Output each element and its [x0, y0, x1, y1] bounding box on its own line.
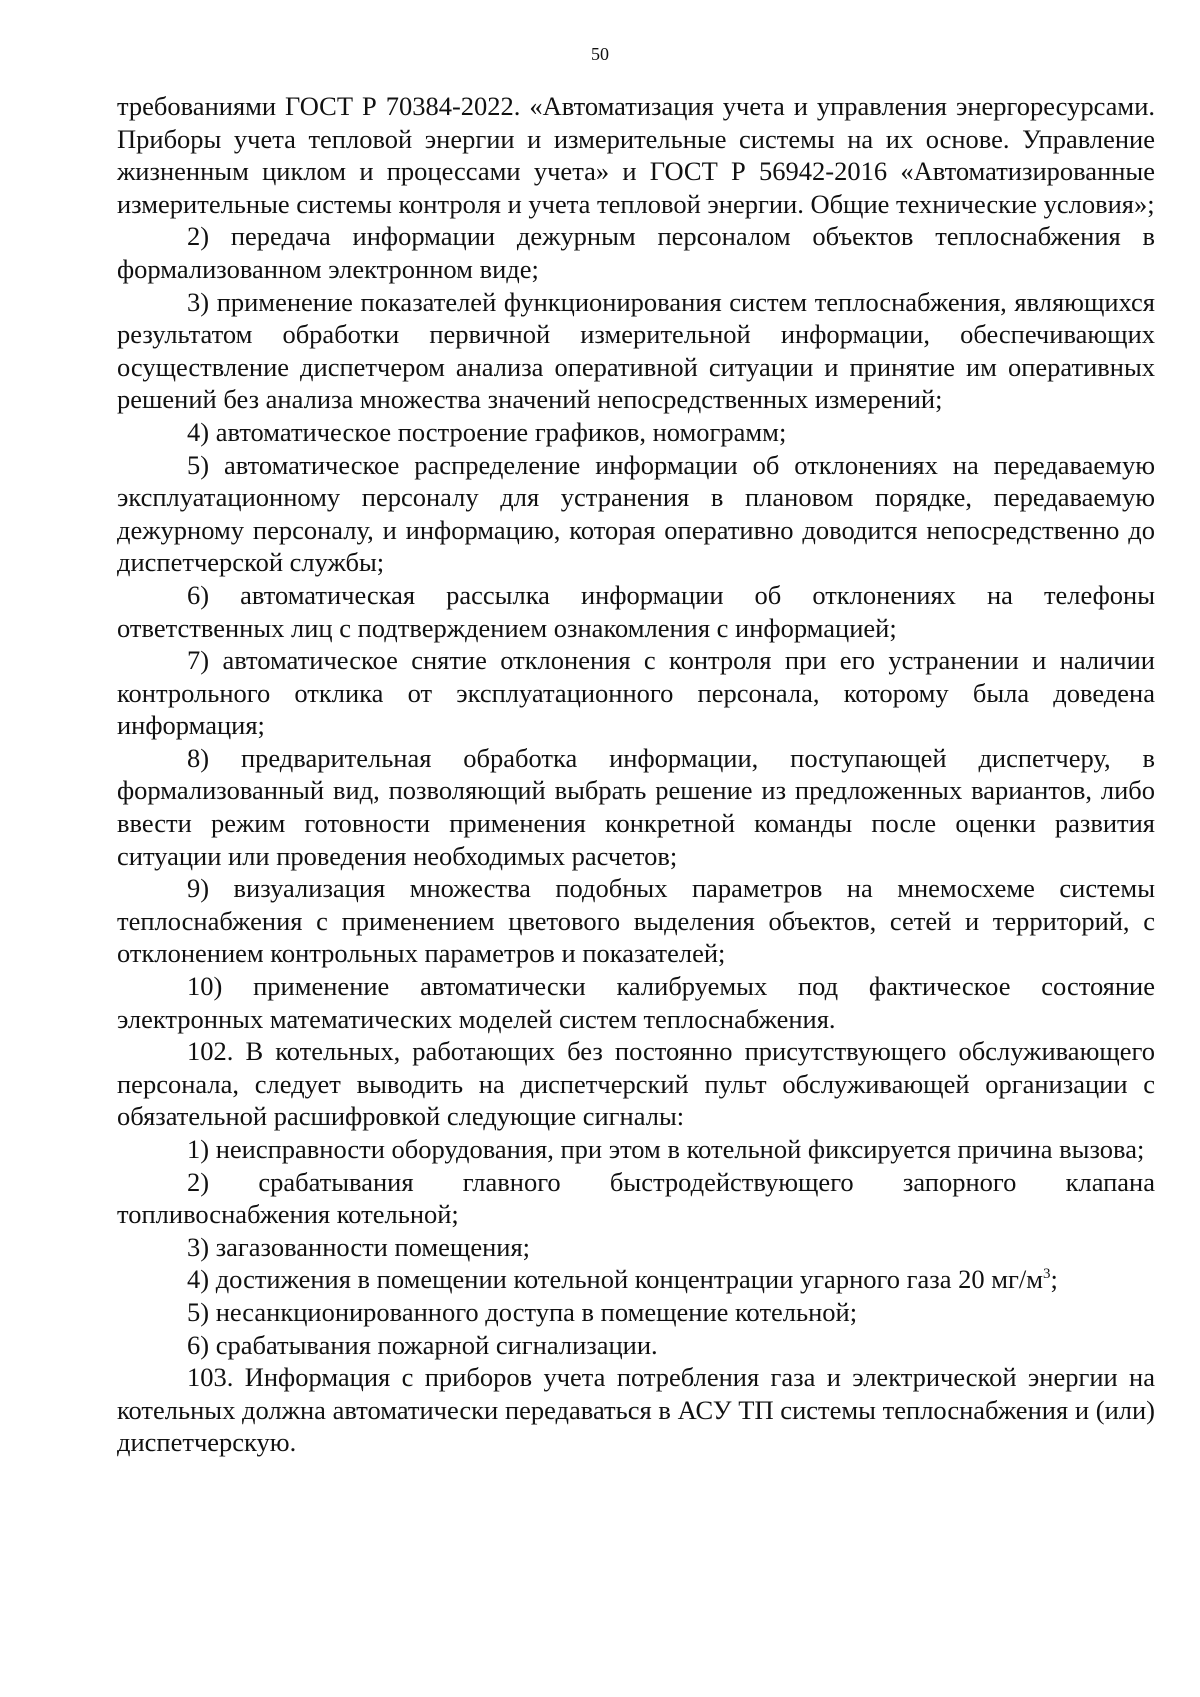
signal-item-4-tail: ;: [1050, 1264, 1058, 1295]
list-item-4: 4) автоматическое построение графиков, номограмм;: [187, 416, 787, 447]
clause-102: 102. В котельных, работающих без постоянно присутствующего обслуживающего персонала, следует выводить на диспетчерский пульт обслуживающей организации с обязательной расшифровкой следующие сигналы:: [117, 1036, 1155, 1132]
signal-item-6: 6) срабатывания пожарной сигнализации.: [187, 1329, 658, 1360]
list-item-9: 9) визуализация множества подобных параметров на мнемосхеме системы теплоснабжения с применением цветового выделения объектов, сетей и территорий, с отклонением контрольных параметров и показателей;: [117, 873, 1155, 969]
page-number: 50: [591, 44, 609, 64]
superscript-exponent: 3: [1042, 1266, 1051, 1283]
signal-item-4-text: 4) достижения в помещении котельной концентрации угарного газа 20 мг/м: [187, 1264, 1043, 1295]
signal-item-3: 3) загазованности помещения;: [187, 1231, 531, 1262]
list-item-8: 8) предварительная обработка информации, поступающей диспетчеру, в формализованный вид, позволяющий выбрать решение из предложенных вариантов, либо ввести режим готовности применения конкретной команды после оценки развития ситуации или проведения необходимых расчетов;: [117, 742, 1155, 871]
signal-item-2: 2) срабатывания главного быстродействующего запорного клапана топливоснабжения котельной;: [117, 1166, 1155, 1230]
list-item-2: 2) передача информации дежурным персоналом объектов теплоснабжения в формализованном электронном виде;: [117, 221, 1155, 284]
list-item-10: 10) применение автоматически калибруемых под фактическое состояние электронных математических моделей систем теплоснабжения.: [117, 971, 1155, 1034]
list-item-3: 3) применение показателей функционирования систем теплоснабжения, являющихся результатом обработки первичной измерительной информации, обеспечивающих осуществление диспетчером анализа оперативной ситуации и принятие им оперативных решений без анализа множества значений непосредственных измерений;: [117, 286, 1155, 415]
body-text: [117, 90, 1155, 1459]
clause-103: 103. Информация с приборов учета потребления газа и электрической энергии на котельных должна автоматически передаваться в АСУ ТП системы теплоснабжения и (или) диспетчерскую.: [117, 1362, 1155, 1458]
list-item-7: 7) автоматическое снятие отклонения с контроля при его устранении и наличии контрольного отклика от эксплуатационного персонала, которому была доведена информация;: [117, 645, 1155, 741]
list-item-5: 5) автоматическое распределение информации об отклонениях на передаваемую эксплуатационному персоналу для устранения в плановом порядке, передаваемую дежурному персоналу, и информацию, которая оперативно доводится непосредственно до диспетчерской службы;: [117, 449, 1155, 578]
signal-item-4: [117, 1263, 1155, 1296]
signal-item-5: 5) несанкционированного доступа в помещение котельной;: [187, 1296, 858, 1327]
paragraph-continuation: требованиями ГОСТ Р 70384-2022. «Автоматизация учета и управления энергоресурсами. Приборы учета тепловой энергии и измерительные системы на их основе. Управление жизненным циклом и процессами учета» и ГОСТ Р 56942-2016 «Автоматизированные измерительные системы контроля и учета тепловой энергии. Общие технические условия»;: [117, 91, 1155, 219]
list-item-6: 6) автоматическая рассылка информации об отклонениях на телефоны ответственных лиц с подтверждением ознакомления с информацией;: [117, 579, 1155, 643]
signal-item-1: 1) неисправности оборудования, при этом в котельной фиксируется причина вызова;: [187, 1134, 1145, 1164]
